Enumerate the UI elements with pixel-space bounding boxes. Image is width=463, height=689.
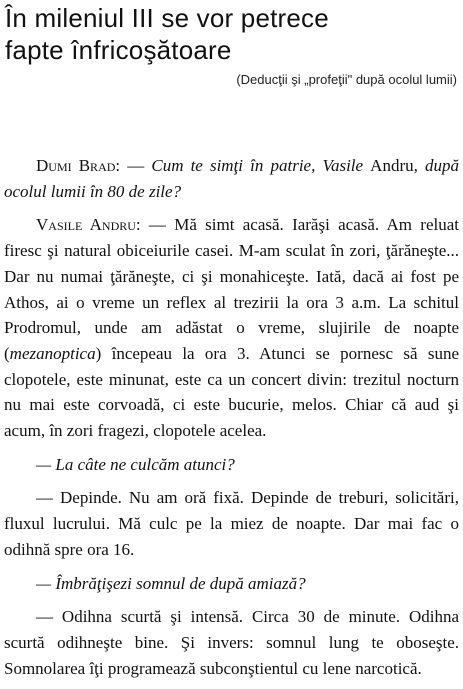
speaker-dash: : — bbox=[115, 156, 152, 175]
title-line-2: fapte înfricoşătoare bbox=[5, 35, 232, 65]
title-line-1: În mileniul III se vor petrece bbox=[5, 3, 329, 33]
paragraph-answer-2: — Depinde. Nu am oră fixă. Depinde de treburi, solicitări, fluxul lucrului. Mă culc pe la miez de noapte. Dar mai fac o odihnă spre ora 16. bbox=[4, 488, 459, 559]
paragraph-answer-1 bbox=[4, 212, 459, 443]
page-subtitle: (Deducţii şi „profeţii" după ocolul lumii) bbox=[236, 72, 457, 87]
answer-text: : — Mă simt acasă. Iarăşi acasă. Am reluat firesc şi natural obiceiurile casei. M-am sculat în zori, ţărăneşte... Dar nu numai ţărăneşte, ci şi monahiceşte. Iată, dacă ai fost pe Athos, ai o vreme un reflex al trezirii la ora 3 a.m. La schitul Prodromul, unde am adăstat o vreme, slujirile de noapte ( bbox=[4, 215, 459, 363]
page-title bbox=[5, 2, 460, 66]
interviewee-name: Andru bbox=[370, 156, 414, 175]
paragraph-answer-3: — Odihna scurtă şi intensă. Circa 30 de minute. Odihna scurtă odihneşte bine. Şi invers: somnul lung te oboseşte. Somnolarea îţi programează subconştientul cu lene narcotică. bbox=[4, 607, 459, 678]
paragraph-question-1 bbox=[4, 153, 459, 204]
question-text: Cum te simţi în patrie, Vasile bbox=[151, 156, 371, 175]
speaker-name: Vasile Andru bbox=[36, 215, 136, 235]
question-text-end: , după ocolul lumii în 80 de zile? bbox=[4, 156, 459, 201]
paragraph-question-2: — La câte ne culcăm atunci? bbox=[36, 454, 235, 474]
speaker-name: Dumi Brad bbox=[36, 156, 116, 175]
answer-italic-term: mezanoptica bbox=[9, 343, 96, 363]
article-body bbox=[4, 153, 459, 689]
paragraph-question-3: — Îmbrăţişezi somnul de după amiază? bbox=[36, 573, 306, 593]
answer-text-end: ) începeau la ora 3. Atunci se pornesc să sune clopotele, este minunat, este ca un concert divin: trezitul nocturn nu mai este corvoadă, ci este bucurie, melos. Chiar că aud şi acum, în zori fragezi, clopotele acelea. bbox=[4, 343, 459, 441]
